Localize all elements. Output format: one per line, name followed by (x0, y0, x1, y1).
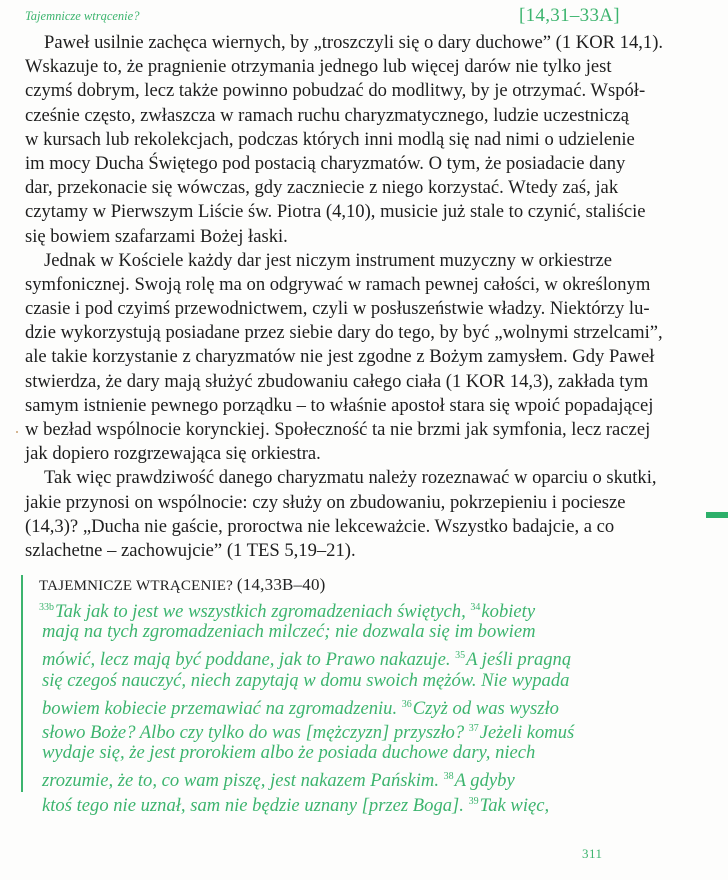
verse-number: 34 (470, 602, 481, 613)
verse-number: 39 (468, 795, 479, 807)
scripture-quote-box (21, 575, 599, 816)
paragraph-3 (25, 466, 657, 563)
quote-line (39, 717, 599, 741)
text-line: stwierdza, że dary mają służyć zbudowaniu całego ciała (1 KOR 14,3), zakłada tym (25, 370, 649, 392)
quote-title-text: TAJEMNICZE WTRĄCENIE? (39, 578, 233, 594)
quote-text: mają na tych zgromadzeniach milczeć; nie dozwala się im bowiem (42, 621, 536, 643)
body-text (25, 31, 664, 563)
quote-line (39, 669, 599, 693)
verse-number: 33b (39, 602, 54, 613)
verse-number: 37 (468, 722, 479, 734)
quote-text: słowo Boże? Albo czy tylko do was [mężczyzn] przyszło? (42, 721, 469, 743)
text-line: ale takie korzystanie z charyzmatów nie jest zgodne z Bożym zamysłem. Gdy Paweł (25, 346, 655, 368)
text-line: symfonicznej. Swoją rolę ma on odgrywać w ramach pewnej całości, w określonym (25, 273, 651, 295)
quote-line (39, 596, 599, 620)
text-line: Paweł usilnie zachęca wiernych, by „troszczyli się o dary duchowe” (1 KOR 14,1). (44, 32, 664, 53)
verse-range-header: [14,31–33A] (519, 5, 620, 26)
text-line: się bowiem szafarzami Bożej łaski. (25, 225, 288, 247)
text-line: czasie i pod czyimś przewodnictwem, czyli w posłuszeństwie władzy. Niektórzy lu- (25, 298, 650, 320)
text-line: szlachetne – zachowujcie” (1 TES 5,19–21). (25, 539, 356, 561)
text-line: samym istnienie pewnego porządku – to właśnie apostoł stara się wpoić popadającej (25, 394, 654, 416)
quote-line (39, 693, 599, 717)
text-line: cześnie często, zwłaszcza w ramach ruchu charyzmatycznego, ludzie uczestniczą (25, 104, 629, 126)
quote-text: mówić, lecz mają być poddane, jak to Prawo nakazuje. (42, 649, 456, 671)
quote-text: Tak więc, (479, 794, 550, 816)
quote-text: zrozumie, że to, co wam piszę, jest nakazem Pańskim. (42, 770, 444, 792)
quote-line (39, 765, 599, 792)
paper-speck (16, 431, 18, 433)
verse-number: 36 (401, 698, 412, 710)
text-line: jak dopiero rozgrzewająca się orkiestra. (25, 443, 321, 465)
text-line: Jednak w Kościele każdy dar jest niczym instrument muzyczny w orkiestrze (44, 249, 612, 271)
text-line: jakie przynosi on wspólnocie: czy służy on zbudowaniu, pokrzepieniu i pociesze (25, 491, 626, 513)
text-line: (14,3)? „Ducha nie gaście, proroctwa nie lekceważcie. Wszystko badajcie, a co (25, 515, 615, 537)
chapter-thumb-tab (706, 512, 728, 518)
verse-number: 38 (443, 771, 454, 783)
text-line: Tak więc prawdziwość danego charyzmatu należy rozeznawać w oparciu o skutki, (44, 467, 657, 489)
text-line: dar, przekonacie się wówczas, gdy zaczniecie z niego korzystać. Wtedy zaś, jak (25, 177, 619, 199)
quote-line (39, 644, 599, 671)
quote-text: A gdyby (454, 770, 515, 792)
text-line: w kursach lub rekolekcjach, podczas których inni modlą się nad nimi o udzielenie (25, 128, 635, 150)
paragraph-1 (25, 31, 664, 249)
quote-line (39, 620, 599, 644)
quote-text: bowiem kobiecie przemawiać na zgromadzeniu. (42, 697, 402, 719)
quote-text: się czegoś nauczyć, niech zapytają w domu swoich mężów. Nie wypada (42, 669, 570, 691)
running-head-title: Tajemnicze wtrącenie? (25, 9, 140, 23)
text-line: Wskazuje to, że pragnienie otrzymania jednego lub więcej darów nie tylko jest (25, 56, 612, 78)
quote-text: Jeżeli komuś (479, 721, 575, 743)
verse-number: 35 (455, 650, 466, 662)
quote-line (39, 790, 599, 814)
text-line: im mocy Ducha Świętego pod postacią charyzmatów. O tym, że posiadacie dany (25, 152, 626, 174)
quote-line (39, 741, 599, 765)
quote-title-range: (14,33B–40) (236, 575, 326, 594)
quote-text: ktoś tego nie uznał, sam nie będzie uznany [przez Boga]. (42, 794, 469, 816)
text-line: dzie wykorzystują posiadane przez siebie dary do tego, by być „wolnymi strzelcami”, (25, 322, 663, 344)
text-line: w bezład wspólnocie korynckiej. Społeczność ta nie brzmi jak symfonia, lecz raczej (25, 419, 651, 440)
text-line: czymś dobrym, lecz także powinno pobudzać do modlitwy, by je otrzymać. Współ- (25, 80, 646, 102)
quote-title (39, 575, 599, 596)
paragraph-2 (25, 249, 663, 467)
text-line: czytamy w Pierwszym Liście św. Piotra (4,10), musicie już stale to czynić, staliście (25, 201, 646, 223)
quote-text: Czyż od was wyszło (412, 697, 559, 719)
quote-text: A jeśli pragną (466, 649, 572, 671)
quote-text: wydaje się, że jest prorokiem albo że posiada duchowe dary, niech (42, 742, 536, 764)
page-number: 311 (582, 846, 603, 861)
quote-text: kobiety (481, 601, 536, 622)
quote-text: Tak jak to jest we wszystkich zgromadzeniach świętych, (55, 601, 471, 622)
